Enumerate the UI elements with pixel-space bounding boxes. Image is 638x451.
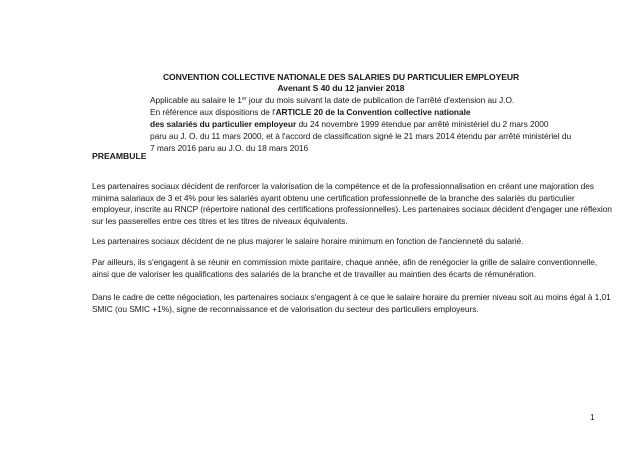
preamble-heading: PREAMBULE: [92, 151, 147, 161]
document-title: CONVENTION COLLECTIVE NATIONALE DES SALARIES DU PARTICULIER EMPLOYEUR: [162, 72, 520, 82]
applicability-line-4: paru au J. O. du 11 mars 2000, et à l'accord de classification signé le 21 mars 2014 étendu par arrêté ministériel du: [150, 131, 572, 141]
applicability-line-1: Applicable au salaire le 1er jour du mois suivant la date de publication de l'arrêté d'extension au J.O.: [150, 95, 515, 105]
article-reference: ARTICLE 20 de la Convention collective nationale: [275, 107, 471, 117]
paragraph-seniority: Les partenaires sociaux décident de ne plus majorer le salaire horaire minimum en fonction de l'ancienneté du salarié.: [92, 236, 524, 246]
applicability-line-3: des salariés du particulier employeur du 24 novembre 1999 étendue par arrêté ministériel du 2 mars 2000: [150, 119, 549, 129]
convention-reference: des salariés du particulier employeur: [150, 119, 297, 129]
paragraph-certification: Les partenaires sociaux décident de renforcer la valorisation de la compétence et de la professionnalisation en créant une majoration des minima salariaux de 3 et 4% pour les salariés ayant obtenu une certification professionnelle de la branche des salariés du particulier employeur, inscrite au RNCP (répertoire national des certifications professionnelles). Les partenaires sociaux décident d'engager une réflexion sur les passerelles entre ces titres et les titres de niveaux équivalents.: [92, 181, 612, 226]
paragraph-minimum-wage: Dans le cadre de cette négociation, les partenaires sociaux s'engagent à ce que le salaire horaire du premier niveau soit au moins égal à 1,01 SMIC (ou SMIC +1%), signe de reconnaissance et de valorisation du secteur des particuliers employeurs.: [92, 292, 611, 314]
page-number: 1: [590, 412, 595, 422]
ordinal-superscript: er: [241, 96, 247, 102]
paragraph-annual-negotiation: Par ailleurs, ils s'engagent à se réunir en commission mixte paritaire, chaque année, afin de renégocier la grille de salaire conventionnelle, ainsi que de valoriser les qualifications des salariés de la branche et de travailler au maintien des écarts de rémunération.: [92, 257, 598, 279]
applicability-line-2: En référence aux dispositions de l'ARTICLE 20 de la Convention collective nationale: [150, 107, 471, 117]
document-subtitle: Avenant S 40 du 12 janvier 2018: [277, 83, 405, 93]
applicability-line-5: 7 mars 2016 paru au J.O. du 18 mars 2016: [150, 143, 309, 153]
